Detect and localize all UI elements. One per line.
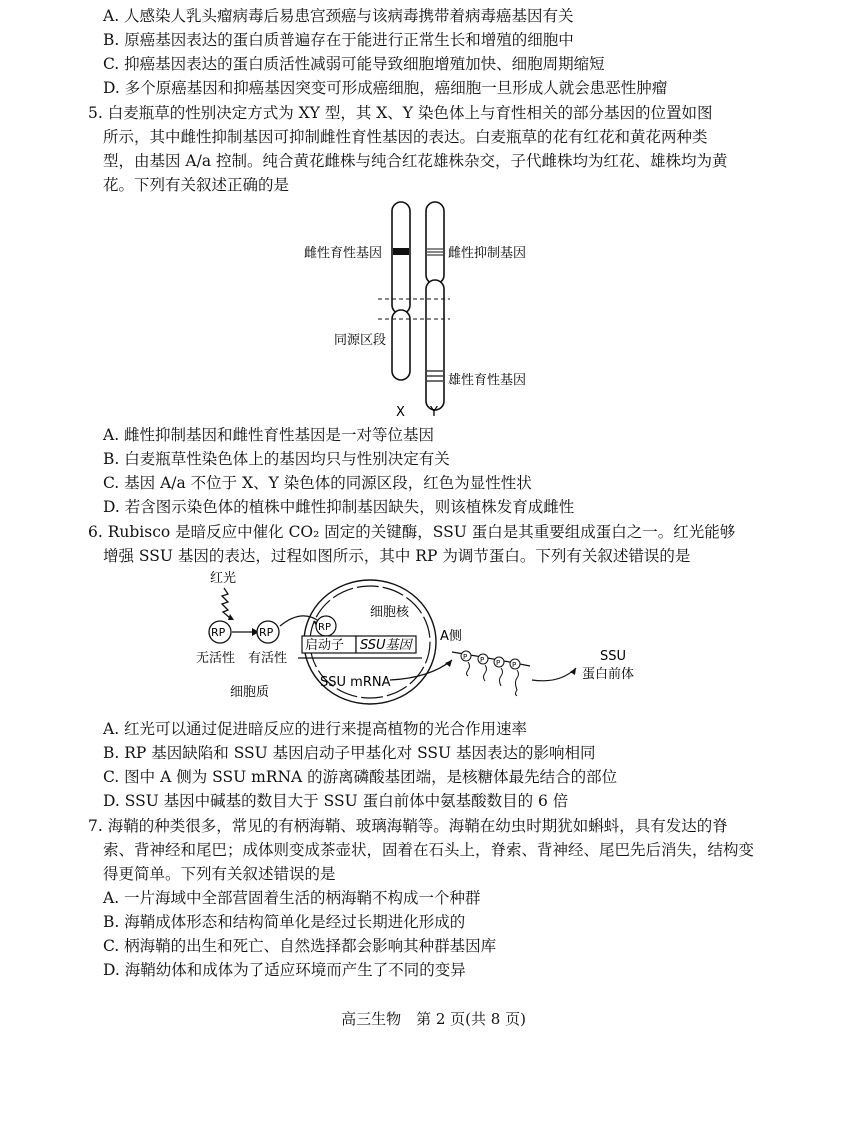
page-footer: 高三生物 第 2 页(共 8 页) <box>341 1010 526 1028</box>
q7-stem-line-2: 索、背神经和尾巴；成体则变成茶壶状，固着在石头上，脊索、背神经、尾巴先后消失，结构变 <box>103 841 755 859</box>
label-promoter: 启动子 <box>305 638 345 653</box>
q4-option-b: B. 原癌基因表达的蛋白质普遍存在于能进行正常生长和增殖的细胞中 <box>103 31 574 49</box>
chromosome-diagram <box>290 196 550 424</box>
q7-option-b: B. 海鞘成体形态和结构简单化是经过长期进化形成的 <box>103 913 466 931</box>
q5-stem-line-2: 所示，其中雌性抑制基因可抑制雌性育性基因的表达。白麦瓶草的花有红花和黄花两种类 <box>103 128 708 146</box>
x-chromosome-lower-arm <box>392 310 410 380</box>
label-precursor-2: 蛋白前体 <box>582 667 635 682</box>
label-a-side: A侧 <box>440 629 462 644</box>
label-ssu-gene: SSU基因 <box>360 638 412 653</box>
q4-option-c: C. 抑癌基因表达的蛋白质活性减弱可能导致细胞增殖加快、细胞周期缩短 <box>103 55 605 73</box>
ssu-expression-diagram <box>190 568 670 714</box>
label-cytoplasm: 细胞质 <box>230 685 270 700</box>
q5-option-b: B. 白麦瓶草性染色体上的基因均只与性别决定有关 <box>103 450 450 468</box>
arrow-icon <box>445 660 452 667</box>
label-precursor-1: SSU <box>600 649 627 664</box>
svg-text:P: P <box>480 656 485 664</box>
q7-option-a: A. 一片海域中全部营固着生活的柄海鞘不构成一个种群 <box>103 889 481 907</box>
q4-option-d: D. 多个原癌基因和抑癌基因突变可形成癌细胞，癌细胞一旦形成人就会患恶性肿瘤 <box>103 79 668 97</box>
label-active: 有活性 <box>248 651 288 666</box>
label-nucleus: 细胞核 <box>370 605 410 620</box>
q7-option-d: D. 海鞘幼体和成体为了适应环境而产生了不同的变异 <box>103 961 466 979</box>
q6-option-a: A. 红光可以通过促进暗反应的进行来提高植物的光合作用速率 <box>103 720 528 738</box>
svg-text:P: P <box>512 661 517 669</box>
label-inactive: 无活性 <box>196 651 236 666</box>
label-homologous: 同源区段 <box>334 333 387 348</box>
q5-stem-line-4: 花。下列有关叙述正确的是 <box>103 176 290 194</box>
q7-stem-line-3: 得更简单。下列有关叙述错误的是 <box>103 865 336 883</box>
q6-option-d: D. SSU 基因中碱基的数目大于 SSU 蛋白前体中氨基酸数目的 6 倍 <box>103 792 569 810</box>
rp-inactive-text: RP <box>211 626 226 639</box>
q5-option-a: A. 雌性抑制基因和雌性育性基因是一对等位基因 <box>103 426 435 444</box>
label-red-light: 红光 <box>210 571 237 586</box>
q4-option-a: A. 人感染人乳头瘤病毒后易患宫颈癌与该病毒携带着病毒癌基因有关 <box>103 7 574 25</box>
rp-bound-text: RP <box>318 622 331 633</box>
label-female-suppressor: 雌性抑制基因 <box>448 246 527 261</box>
y-chromosome-upper-arm <box>426 202 444 284</box>
q6-stem-line-1: 6. Rubisco 是暗反应中催化 CO₂ 固定的关键酶，SSU 蛋白是其重要组成蛋白之一。红光能够 <box>88 523 736 541</box>
x-chromosome-upper-arm <box>392 202 410 314</box>
q6-option-c: C. 图中 A 侧为 SSU mRNA 的游离磷酸基团端，是核糖体最先结合的部位 <box>103 768 618 786</box>
q6-option-b: B. RP 基因缺陷和 SSU 基因启动子甲基化对 SSU 基因表达的影响相同 <box>103 744 596 762</box>
q5-option-d: D. 若含图示染色体的植株中雌性抑制基因缺失，则该植株发育成雌性 <box>103 498 575 516</box>
q7-stem-line-1: 7. 海鞘的种类很多，常见的有柄海鞘、玻璃海鞘等。海鞘在幼虫时期犹如蝌蚪，具有发达的脊 <box>88 817 728 835</box>
svg-text:P: P <box>496 659 501 667</box>
label-y: Y <box>430 405 438 420</box>
ribosome-group <box>461 651 520 696</box>
label-x: X <box>396 405 405 420</box>
rp-active-text: RP <box>259 626 274 639</box>
svg-text:P: P <box>463 653 468 661</box>
q5-stem-line-1: 5. 白麦瓶草的性别决定方式为 XY 型，其 X、Y 染色体上与育性相关的部分基因的位置如图 <box>88 104 713 122</box>
arrow-icon <box>570 668 576 675</box>
q5-stem-line-3: 型，由基因 A/a 控制。纯合黄花雌株与纯合红花雄株杂交，子代雌株均为红花、雄株均为黄 <box>103 152 728 170</box>
label-mrna: SSU mRNA <box>320 675 391 690</box>
q7-option-c: C. 柄海鞘的出生和死亡、自然选择都会影响其种群基因库 <box>103 937 497 955</box>
label-female-fertility: 雌性育性基因 <box>304 246 383 261</box>
q5-option-c: C. 基因 A/a 不位于 X、Y 染色体的同源区段，红色为显性性状 <box>103 474 532 492</box>
x-female-fertility-gene-band <box>393 248 409 255</box>
q6-stem-line-2: 增强 SSU 基因的表达，过程如图所示，其中 RP 为调节蛋白。下列有关叙述错误的是 <box>103 547 691 565</box>
light-zigzag-icon <box>222 588 230 618</box>
label-male-fertility: 雄性育性基因 <box>448 373 527 388</box>
